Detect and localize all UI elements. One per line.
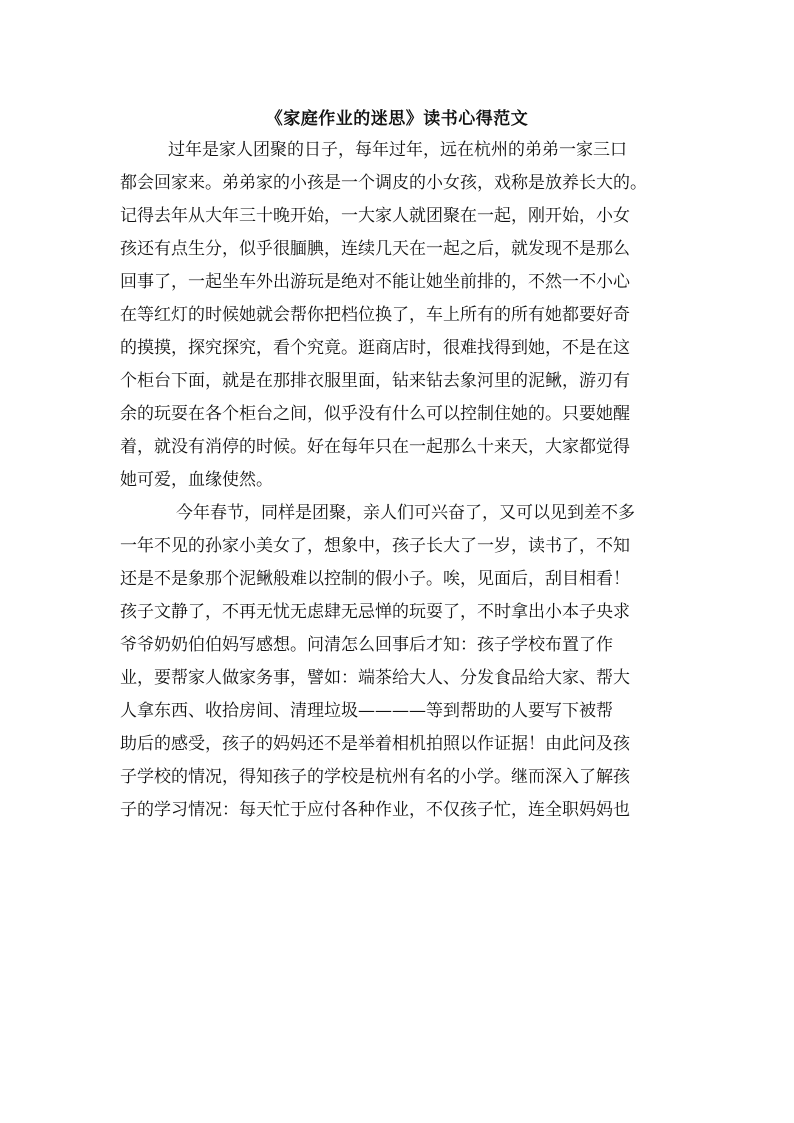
paragraph-line: 个柜台下面，就是在那排衣服里面，钻来钻去象河里的泥鳅，游刃有	[120, 371, 630, 391]
paragraph-line: 在等红灯的时候她就会帮你把档位换了，车上所有的所有她都要好奇	[120, 305, 630, 325]
paragraph-line: 着，就没有消停的时候。好在每年只在一起那么十来天，大家都觉得	[120, 437, 630, 457]
paragraph-line: 记得去年从大年三十晚开始，一大家人就团聚在一起，刚开始，小女	[120, 206, 630, 226]
paragraph-line: 人拿东西、收拾房间、清理垃圾————等到帮助的人要写下被帮	[120, 701, 613, 721]
document-title: 《家庭作业的迷思》读书心得范文	[265, 109, 529, 129]
paragraph-line: 今年春节，同样是团聚，亲人们可兴奋了，又可以见到差不多	[176, 503, 635, 523]
paragraph-line: 助后的感受，孩子的妈妈还不是举着相机拍照以作证据！由此问及孩	[120, 734, 630, 754]
paragraph-line: 业，要帮家人做家务事，譬如：端茶给大人、分发食品给大家、帮大	[120, 668, 630, 688]
paragraph-line: 余的玩耍在各个柜台之间，似乎没有什么可以控制住她的。只要她醒	[120, 404, 630, 424]
paragraph-line: 的摸摸，探究探究，看个究竟。逛商店时，很难找得到她，不是在这	[120, 338, 630, 358]
paragraph-line: 一年不见的孙家小美女了，想象中，孩子长大了一岁，读书了，不知	[120, 536, 630, 556]
paragraph-line: 回事了，一起坐车外出游玩是绝对不能让她坐前排的，不然一不小心	[120, 272, 630, 292]
paragraph-line: 过年是家人团聚的日子，每年过年，远在杭州的弟弟一家三口	[168, 140, 627, 160]
paragraph-line: 都会回家来。弟弟家的小孩是一个调皮的小女孩，戏称是放养长大的。	[120, 173, 647, 193]
paragraph-line: 子的学习情况：每天忙于应付各种作业，不仅孩子忙，连全职妈妈也	[120, 800, 630, 820]
paragraph-line: 爷爷奶奶伯伯妈写感想。问清怎么回事后才知：孩子学校布置了作	[120, 635, 613, 655]
paragraph-line: 子学校的情况，得知孩子的学校是杭州有名的小学。继而深入了解孩	[120, 767, 630, 787]
paragraph-line: 孩还有点生分，似乎很腼腆，连续几天在一起之后，就发现不是那么	[120, 239, 630, 259]
paragraph-line: 孩子文静了，不再无忧无虑肆无忌惮的玩耍了，不时拿出小本子央求	[120, 602, 630, 622]
paragraph-line: 她可爱，血缘使然。	[120, 470, 273, 490]
paragraph-line: 还是不是象那个泥鳅般难以控制的假小子。唉，见面后，刮目相看！	[120, 569, 630, 589]
